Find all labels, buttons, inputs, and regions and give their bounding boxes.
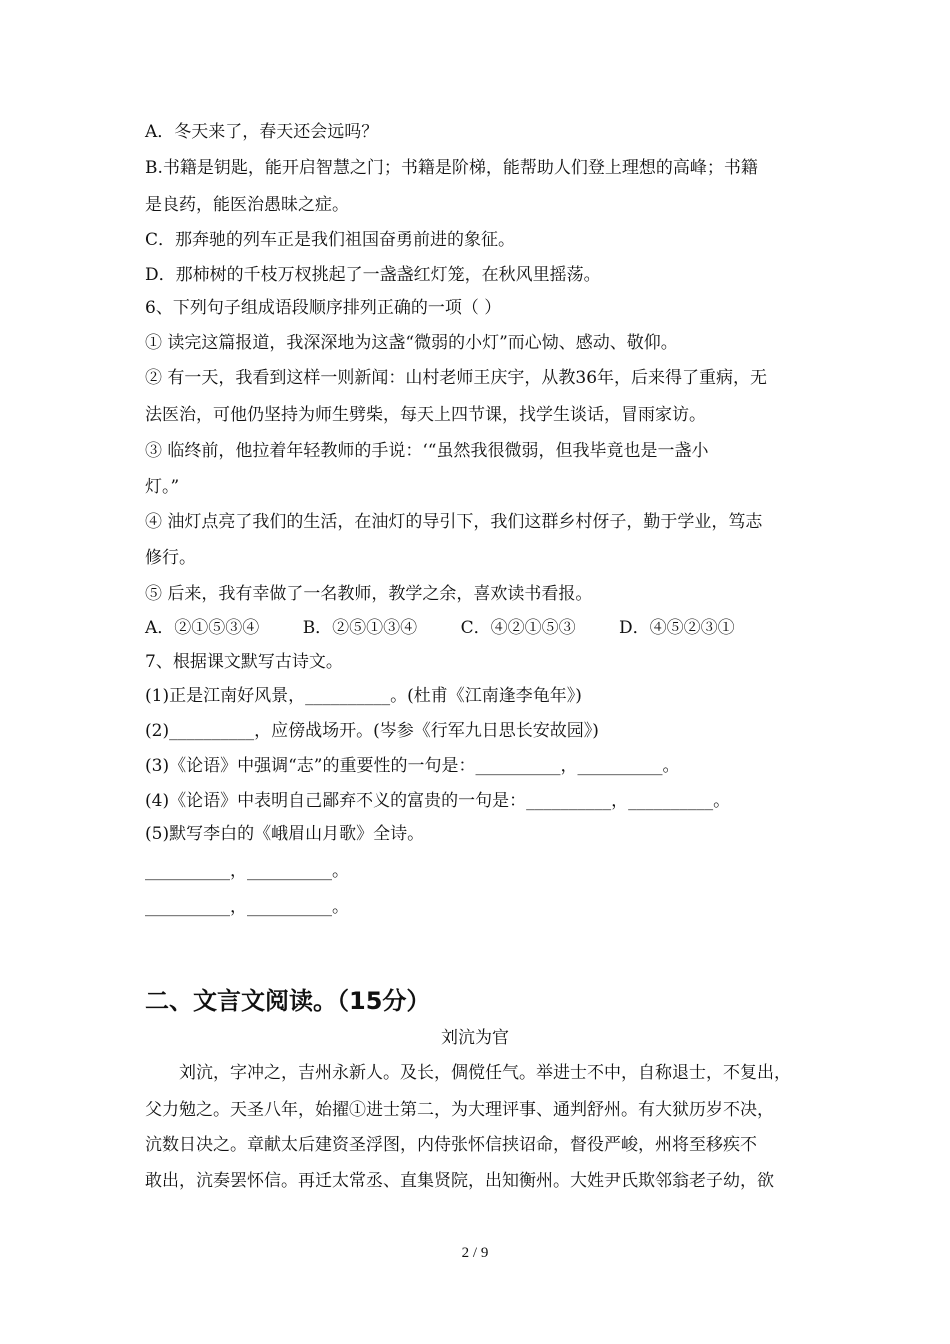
- q6-sentence-1: ① 读完这篇报道，我深深地为这盏“微弱的小灯”而心恸、感动、敬仰。: [145, 333, 678, 353]
- q7-item-1: (1)正是江南好风景，__________。(杜甫《江南逢李龟年》): [145, 686, 582, 706]
- q5-option-c: C．那奔驰的列车正是我们祖国奋勇前进的象征。: [145, 230, 516, 250]
- q6-sentence-5: ⑤ 后来，我有幸做了一名教师，教学之余，喜欢读书看报。: [145, 584, 593, 604]
- q6-sentence-2-line2: 法医治，可他仍坚持为师生劈柴，每天上四节课，找学生谈话，冒雨家访。: [145, 405, 706, 425]
- q6-options: [145, 617, 815, 639]
- q6-sentence-4-line2: 修行。: [145, 548, 196, 568]
- passage-line-2: 父力勉之。天圣八年，始擢①进士第二，为大理评事、通判舒州。有大狱历岁不决，: [145, 1100, 774, 1120]
- q6-stem: 6、下列句子组成语段顺序排列正确的一项（ ）: [145, 298, 502, 318]
- passage-line-3: 沆数日决之。章献太后建资圣浮图，内侍张怀信挟诏命，督役严峻，州将至移疾不: [145, 1135, 757, 1155]
- section-heading: 二、文言文阅读。（15分）: [145, 987, 431, 1015]
- q7-answer-blank-1: __________，__________。: [145, 861, 349, 881]
- passage-line-4: 敢出，沆奏罢怀信。再迁太常丞、直集贤院，出知衡州。大姓尹氏欺邻翁老子幼，欲: [145, 1171, 774, 1191]
- q6-sentence-4-line1: ④ 油灯点亮了我们的生活，在油灯的导引下，我们这群乡村伢子，勤于学业，笃志: [145, 512, 763, 532]
- q5-option-a: A．冬天来了，春天还会远吗？: [145, 122, 379, 142]
- q6-sentence-3-line1: ③ 临终前，他拉着年轻教师的手说：‘“虽然我很微弱，但我毕竟也是一盏小: [145, 441, 709, 461]
- q6-option-d: D．④⑤②③①: [619, 618, 735, 638]
- page-number: 2 / 9: [461, 1245, 489, 1261]
- q5-option-b-line2: 是良药，能医治愚昧之症。: [145, 195, 349, 215]
- q7-item-5: (5)默写李白的《峨眉山月歌》全诗。: [145, 824, 425, 844]
- q7-answer-blank-2: __________，__________。: [145, 897, 349, 917]
- q6-sentence-3-line2: 灯。”: [145, 477, 180, 497]
- q6-option-b: B．②⑤①③④: [302, 618, 418, 638]
- q5-option-b-line1: B.书籍是钥匙，能开启智慧之门；书籍是阶梯，能帮助人们登上理想的高峰；书籍: [145, 158, 758, 178]
- q7-item-2: (2)__________，应傍战场开。(岑参《行军九日思长安故园》): [145, 721, 599, 741]
- q6-option-c: C．④②①⑤③: [460, 618, 576, 638]
- q6-sentence-2-line1: ② 有一天，我看到这样一则新闻：山村老师王庆宇，从教36年，后来得了重病，无: [145, 368, 768, 388]
- q7-stem: 7、根据课文默写古诗文。: [145, 652, 343, 672]
- q7-item-3: (3)《论语》中强调“志”的重要性的一句是：__________，__________。: [145, 756, 680, 776]
- passage-title: 刘沆为官: [441, 1028, 509, 1048]
- passage-line-1: 刘沆，字冲之，吉州永新人。及长，倜傥任气。举进士不中，自称退士，不复出，: [145, 1063, 791, 1083]
- q6-option-a: A．②①⑤③④: [145, 618, 260, 638]
- q5-option-d: D．那柿树的千枝万杈挑起了一盏盏红灯笼，在秋风里摇荡。: [145, 265, 601, 285]
- q7-item-4: (4)《论语》中表明自己鄙弃不义的富贵的一句是：__________，__________。: [145, 791, 731, 811]
